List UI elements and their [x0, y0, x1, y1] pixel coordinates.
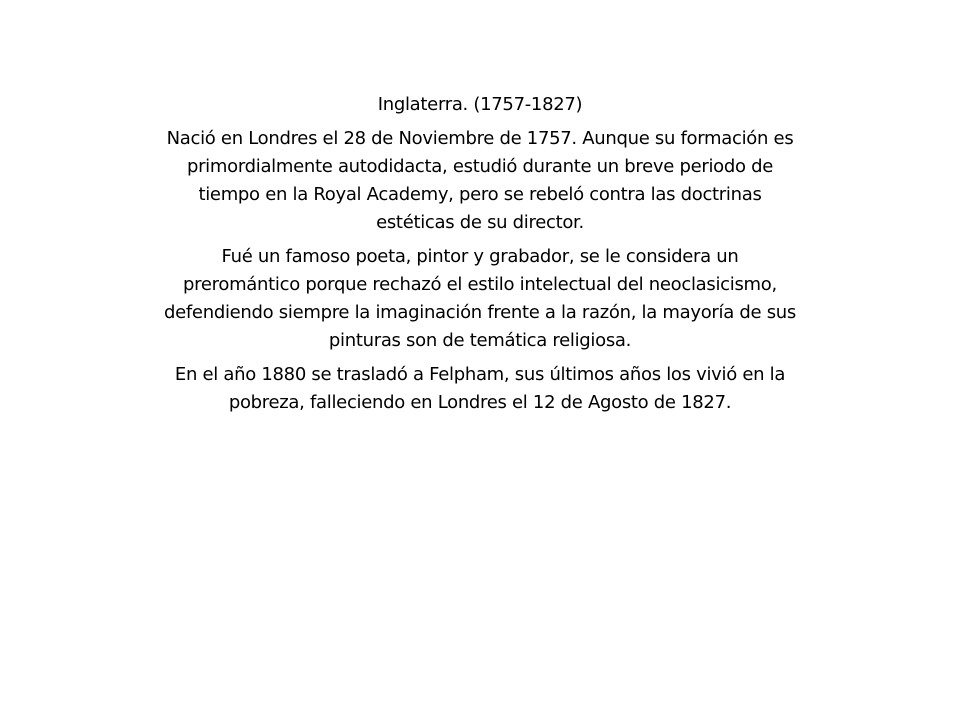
text-line: pinturas son de temática religiosa.	[328, 330, 632, 351]
text-line: primordialmente autodidacta, estudió durante un breve periodo de	[186, 156, 774, 177]
paragraph-later-life	[96, 361, 864, 417]
text-line: defendiendo siempre la imaginación frente a la razón, la mayoría de sus	[164, 302, 796, 323]
text-line: tiempo en la Royal Academy, pero se rebeló contra las doctrinas	[198, 184, 762, 205]
text-line: preromántico porque rechazó el estilo intelectual del neoclasicismo,	[183, 274, 777, 295]
text-line: Fué un famoso poeta, pintor y grabador, se le considera un	[221, 246, 739, 267]
paragraph-birth	[96, 125, 864, 237]
heading-paragraph	[96, 91, 864, 119]
text-line: estéticas de su director.	[376, 212, 584, 233]
text-line: Nació en Londres el 28 de Noviembre de 1757. Aunque su formación es	[166, 128, 794, 149]
text-line: En el año 1880 se trasladó a Felpham, sus últimos años los vivió en la	[174, 364, 786, 385]
heading-line: Inglaterra. (1757-1827)	[377, 94, 583, 115]
text-body	[96, 91, 864, 423]
text-line: pobreza, falleciendo en Londres el 12 de Agosto de 1827.	[228, 392, 732, 413]
paragraph-career	[96, 243, 864, 355]
